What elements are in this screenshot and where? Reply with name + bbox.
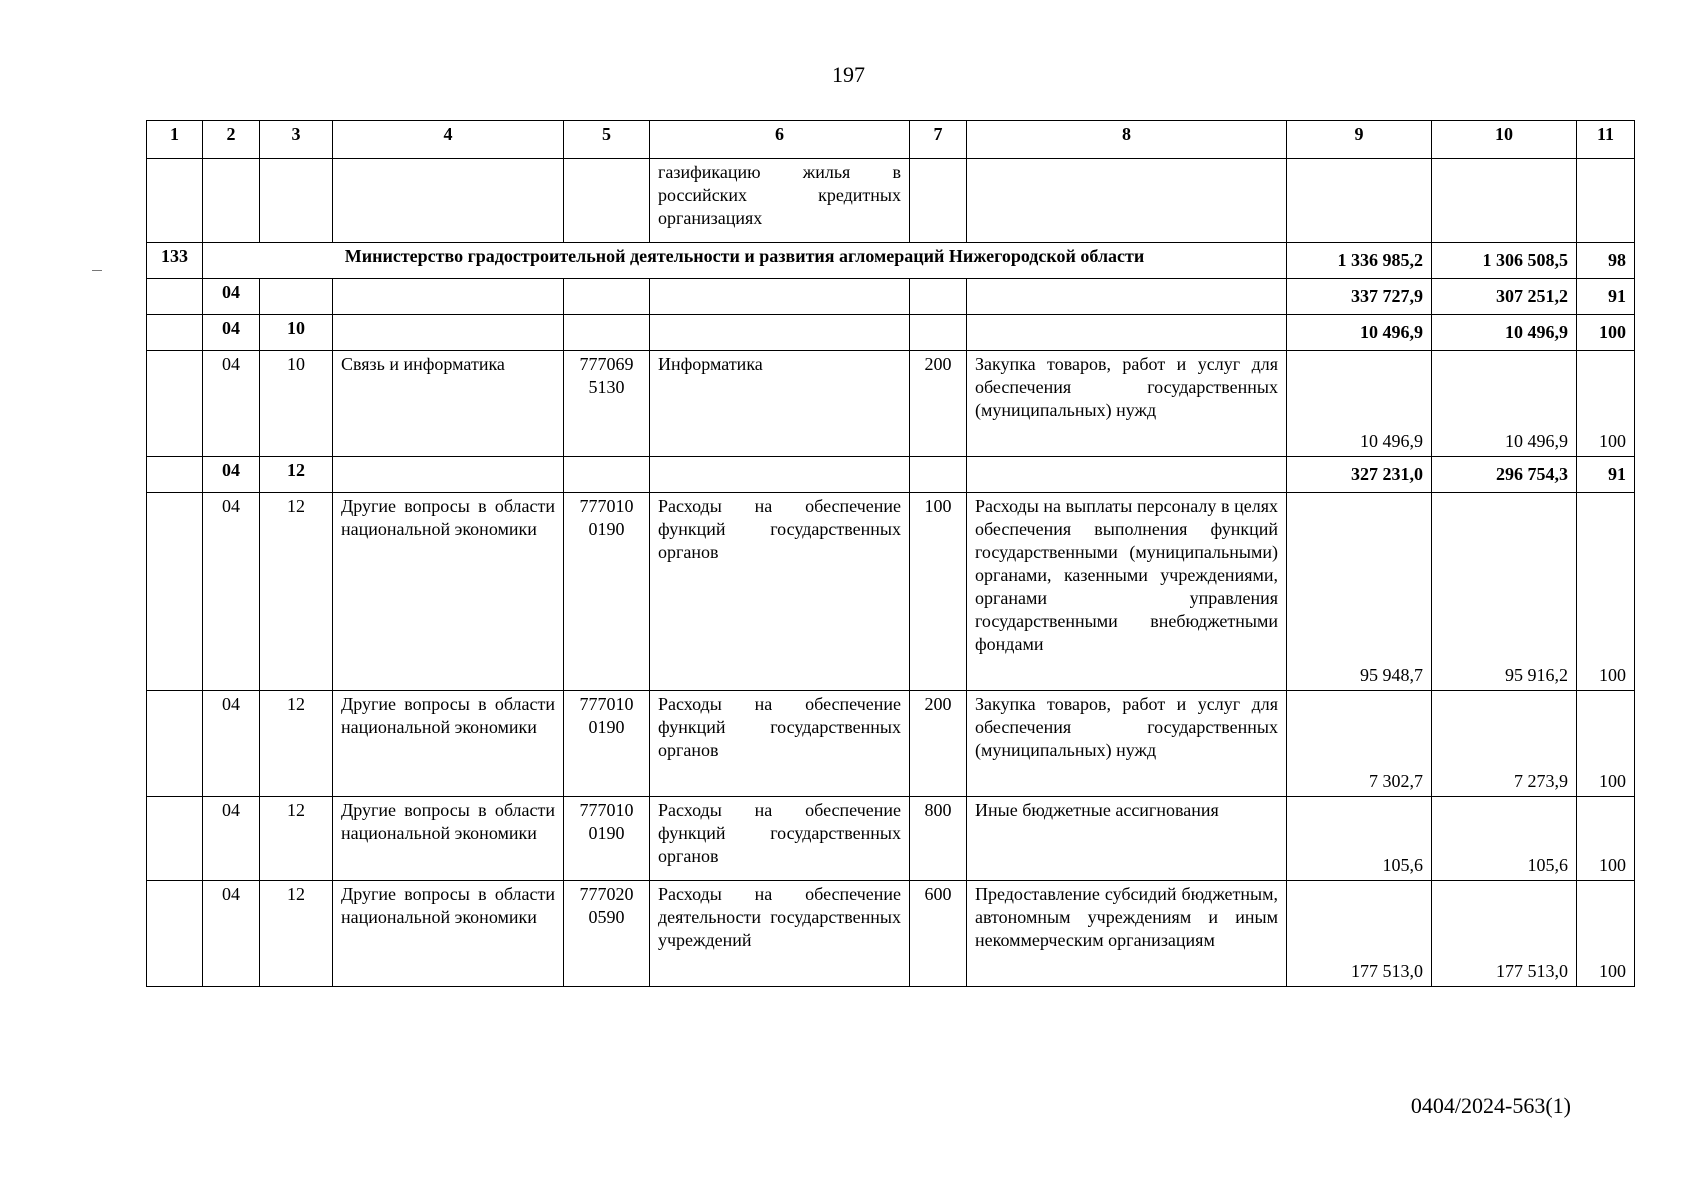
header-cell: 2: [203, 121, 260, 159]
fact-amount: 10 496,9: [1432, 315, 1577, 351]
ministry-code: 133: [147, 243, 203, 279]
section-name: Другие вопросы в области национальной экономики: [333, 881, 564, 987]
plan-amount: 10 496,9: [1287, 351, 1432, 457]
expense-description: Расходы на обеспечение функций государственных органов: [650, 493, 910, 691]
target-article: 777010 0190: [564, 691, 650, 797]
target-article: 777020 0590: [564, 881, 650, 987]
header-cell: 5: [564, 121, 650, 159]
subsection-code: 12: [260, 457, 333, 493]
percent: 100: [1577, 315, 1635, 351]
header-cell: 10: [1432, 121, 1577, 159]
subsection-code: 12: [260, 797, 333, 881]
budget-table: [146, 120, 1635, 987]
expense-type-name: Закупка товаров, работ и услуг для обеспечения государственных (муниципальных) нужд: [967, 691, 1287, 797]
percent: 100: [1577, 351, 1635, 457]
margin-mark: [92, 270, 102, 271]
expense-type-name: Расходы на выплаты персоналу в целях обеспечения выполнения функций государственными (муниципальными) органами, казенными учреждениями, органами управления государственными внебюджетными фондами: [967, 493, 1287, 691]
page-number: 197: [832, 62, 865, 87]
fact-amount: 1 306 508,5: [1432, 243, 1577, 279]
table-row: [147, 351, 1635, 457]
expense-type-code: 200: [910, 691, 967, 797]
subsection-code: 12: [260, 493, 333, 691]
plan-amount: 1 336 985,2: [1287, 243, 1432, 279]
section-code: 04: [203, 493, 260, 691]
plan-amount: 105,6: [1287, 797, 1432, 881]
header-cell: 3: [260, 121, 333, 159]
ministry-row: [147, 243, 1635, 279]
plan-amount: 177 513,0: [1287, 881, 1432, 987]
header-cell: 4: [333, 121, 564, 159]
expense-description: Расходы на обеспечение функций государственных органов: [650, 691, 910, 797]
section-code: 04: [203, 315, 260, 351]
percent: 100: [1577, 493, 1635, 691]
section-code: 04: [203, 351, 260, 457]
expense-description: газификацию жилья в российских кредитных организациях: [650, 159, 910, 243]
section-name: Другие вопросы в области национальной экономики: [333, 691, 564, 797]
header-cell: 8: [967, 121, 1287, 159]
fact-amount: 177 513,0: [1432, 881, 1577, 987]
fact-amount: 296 754,3: [1432, 457, 1577, 493]
subsection-code: 12: [260, 881, 333, 987]
expense-type-code: 600: [910, 881, 967, 987]
expense-description: Информатика: [650, 351, 910, 457]
expense-description: Расходы на обеспечение функций государственных органов: [650, 797, 910, 881]
target-article: 777010 0190: [564, 797, 650, 881]
percent: 100: [1577, 797, 1635, 881]
section-name: Другие вопросы в области национальной экономики: [333, 797, 564, 881]
section-name: Связь и информатика: [333, 351, 564, 457]
expense-type-name: Иные бюджетные ассигнования: [967, 797, 1287, 881]
fact-amount: 95 916,2: [1432, 493, 1577, 691]
expense-type-code: 200: [910, 351, 967, 457]
subsection-code: 10: [260, 315, 333, 351]
header-cell: 1: [147, 121, 203, 159]
section-name: Другие вопросы в области национальной экономики: [333, 493, 564, 691]
header-cell: 9: [1287, 121, 1432, 159]
subsection-code: 10: [260, 351, 333, 457]
header-cell: 7: [910, 121, 967, 159]
expense-type-code: 800: [910, 797, 967, 881]
ministry-name: Министерство градостроительной деятельности и развития агломераций Нижегородской области: [203, 243, 1287, 279]
table-row: [147, 493, 1635, 691]
percent: 100: [1577, 691, 1635, 797]
section-code: 04: [203, 457, 260, 493]
plan-amount: 327 231,0: [1287, 457, 1432, 493]
target-article: 777069 5130: [564, 351, 650, 457]
subsection-code: 12: [260, 691, 333, 797]
section-code: 04: [203, 797, 260, 881]
fact-amount: 307 251,2: [1432, 279, 1577, 315]
percent: 91: [1577, 457, 1635, 493]
table-row: [147, 691, 1635, 797]
percent: 98: [1577, 243, 1635, 279]
subsection-row: [147, 457, 1635, 493]
header-row: [147, 121, 1635, 159]
subsection-row: [147, 315, 1635, 351]
expense-type-name: Закупка товаров, работ и услуг для обеспечения государственных (муниципальных) нужд: [967, 351, 1287, 457]
percent: 100: [1577, 881, 1635, 987]
header-cell: 6: [650, 121, 910, 159]
plan-amount: 337 727,9: [1287, 279, 1432, 315]
fact-amount: 105,6: [1432, 797, 1577, 881]
plan-amount: 10 496,9: [1287, 315, 1432, 351]
fact-amount: 7 273,9: [1432, 691, 1577, 797]
table-row: [147, 797, 1635, 881]
section-code: 04: [203, 691, 260, 797]
document-code: 0404/2024-563(1): [1410, 1093, 1571, 1118]
table-row: [147, 881, 1635, 987]
section-row: [147, 279, 1635, 315]
continuation-row: [147, 159, 1635, 243]
target-article: 777010 0190: [564, 493, 650, 691]
fact-amount: 10 496,9: [1432, 351, 1577, 457]
expense-description: Расходы на обеспечение деятельности государственных учреждений: [650, 881, 910, 987]
plan-amount: 95 948,7: [1287, 493, 1432, 691]
plan-amount: 7 302,7: [1287, 691, 1432, 797]
expense-type-code: 100: [910, 493, 967, 691]
percent: 91: [1577, 279, 1635, 315]
section-code: 04: [203, 881, 260, 987]
section-code: 04: [203, 279, 260, 315]
header-cell: 11: [1577, 121, 1635, 159]
expense-type-name: Предоставление субсидий бюджетным, автономным учреждениям и иным некоммерческим организациям: [967, 881, 1287, 987]
